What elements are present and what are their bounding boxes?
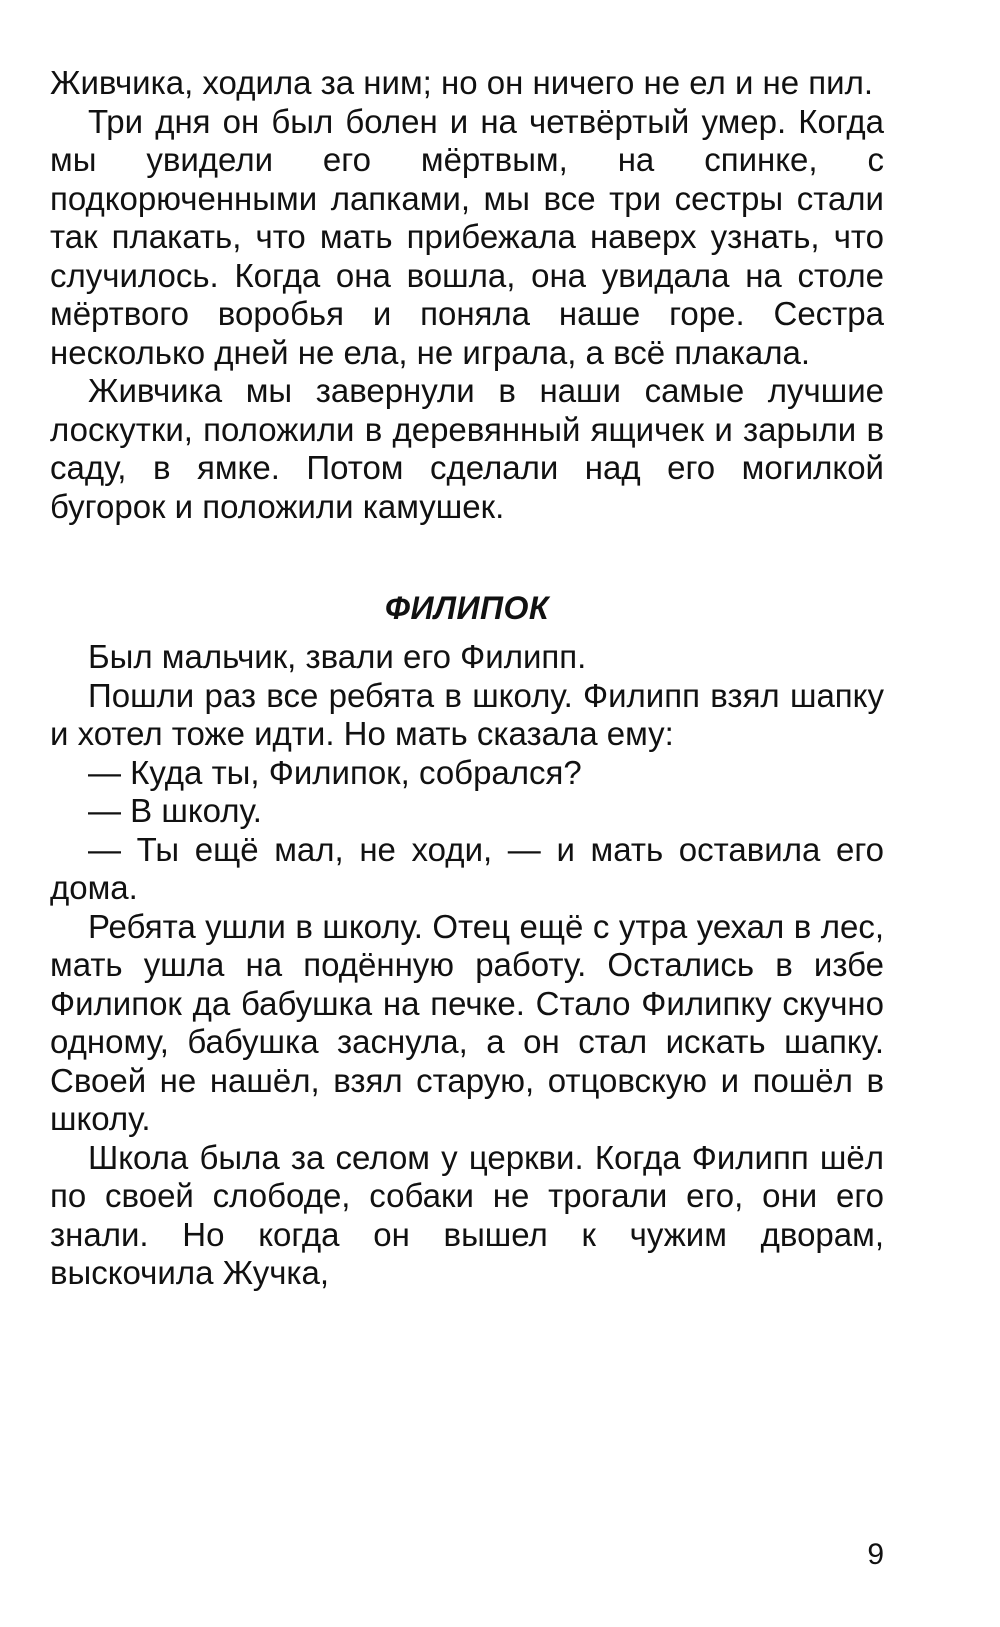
story-title: ФИЛИПОК — [384, 590, 550, 626]
page-number: 9 — [867, 1538, 884, 1571]
paragraph: Ребята ушли в школу. Отец ещё с утра уехал в лес, мать ушла на подённую работу. Остались в избе Филипок да бабушка на печке. Стало Филипку скучно одному, бабушка заснула, а он стал искать шапку. Своей не нашёл, взял старую, отцовскую и пошёл в школу. — [50, 907, 884, 1137]
paragraph: Три дня он был болен и на четвёртый умер. Когда мы увидели его мёртвым, на спинке, с подкорюченными лапками, мы все три сестры стали так плакать, что мать прибежала наверх узнать, что случилось. Когда она вошла, она увидала на столе мёртвого воробья и поняла наше горе. Сестра несколько дней не ела, не играла, а всё плакала. — [50, 102, 884, 371]
paragraph: Живчика, ходила за ним; но он ничего не ел и не пил. — [50, 64, 874, 101]
page-content — [50, 64, 884, 1293]
paragraph: Школа была за селом у церкви. Когда Филипп шёл по своей слободе, собаки не трогали его, они его знали. Но когда он вышел к чужим дворам, выскочила Жучка, — [50, 1138, 884, 1291]
paragraph: Пошли раз все ребята в школу. Филипп взял шапку и хотел тоже идти. Но мать сказала ему: — [50, 676, 884, 752]
dialogue-line: — В школу. — [88, 792, 262, 829]
paragraph: Был мальчик, звали его Филипп. — [88, 638, 587, 675]
paragraph: Живчика мы завернули в наши самые лучшие лоскутки, положили в деревянный ящичек и зарыли в саду, в ямке. Потом сделали над его могилкой бугорок и положили камушек. — [50, 372, 884, 525]
dialogue-line: — Куда ты, Филипок, собрался? — [88, 753, 582, 791]
dialogue-line: — Ты ещё мал, не ходи, — и мать оставила его дома. — [50, 830, 884, 906]
